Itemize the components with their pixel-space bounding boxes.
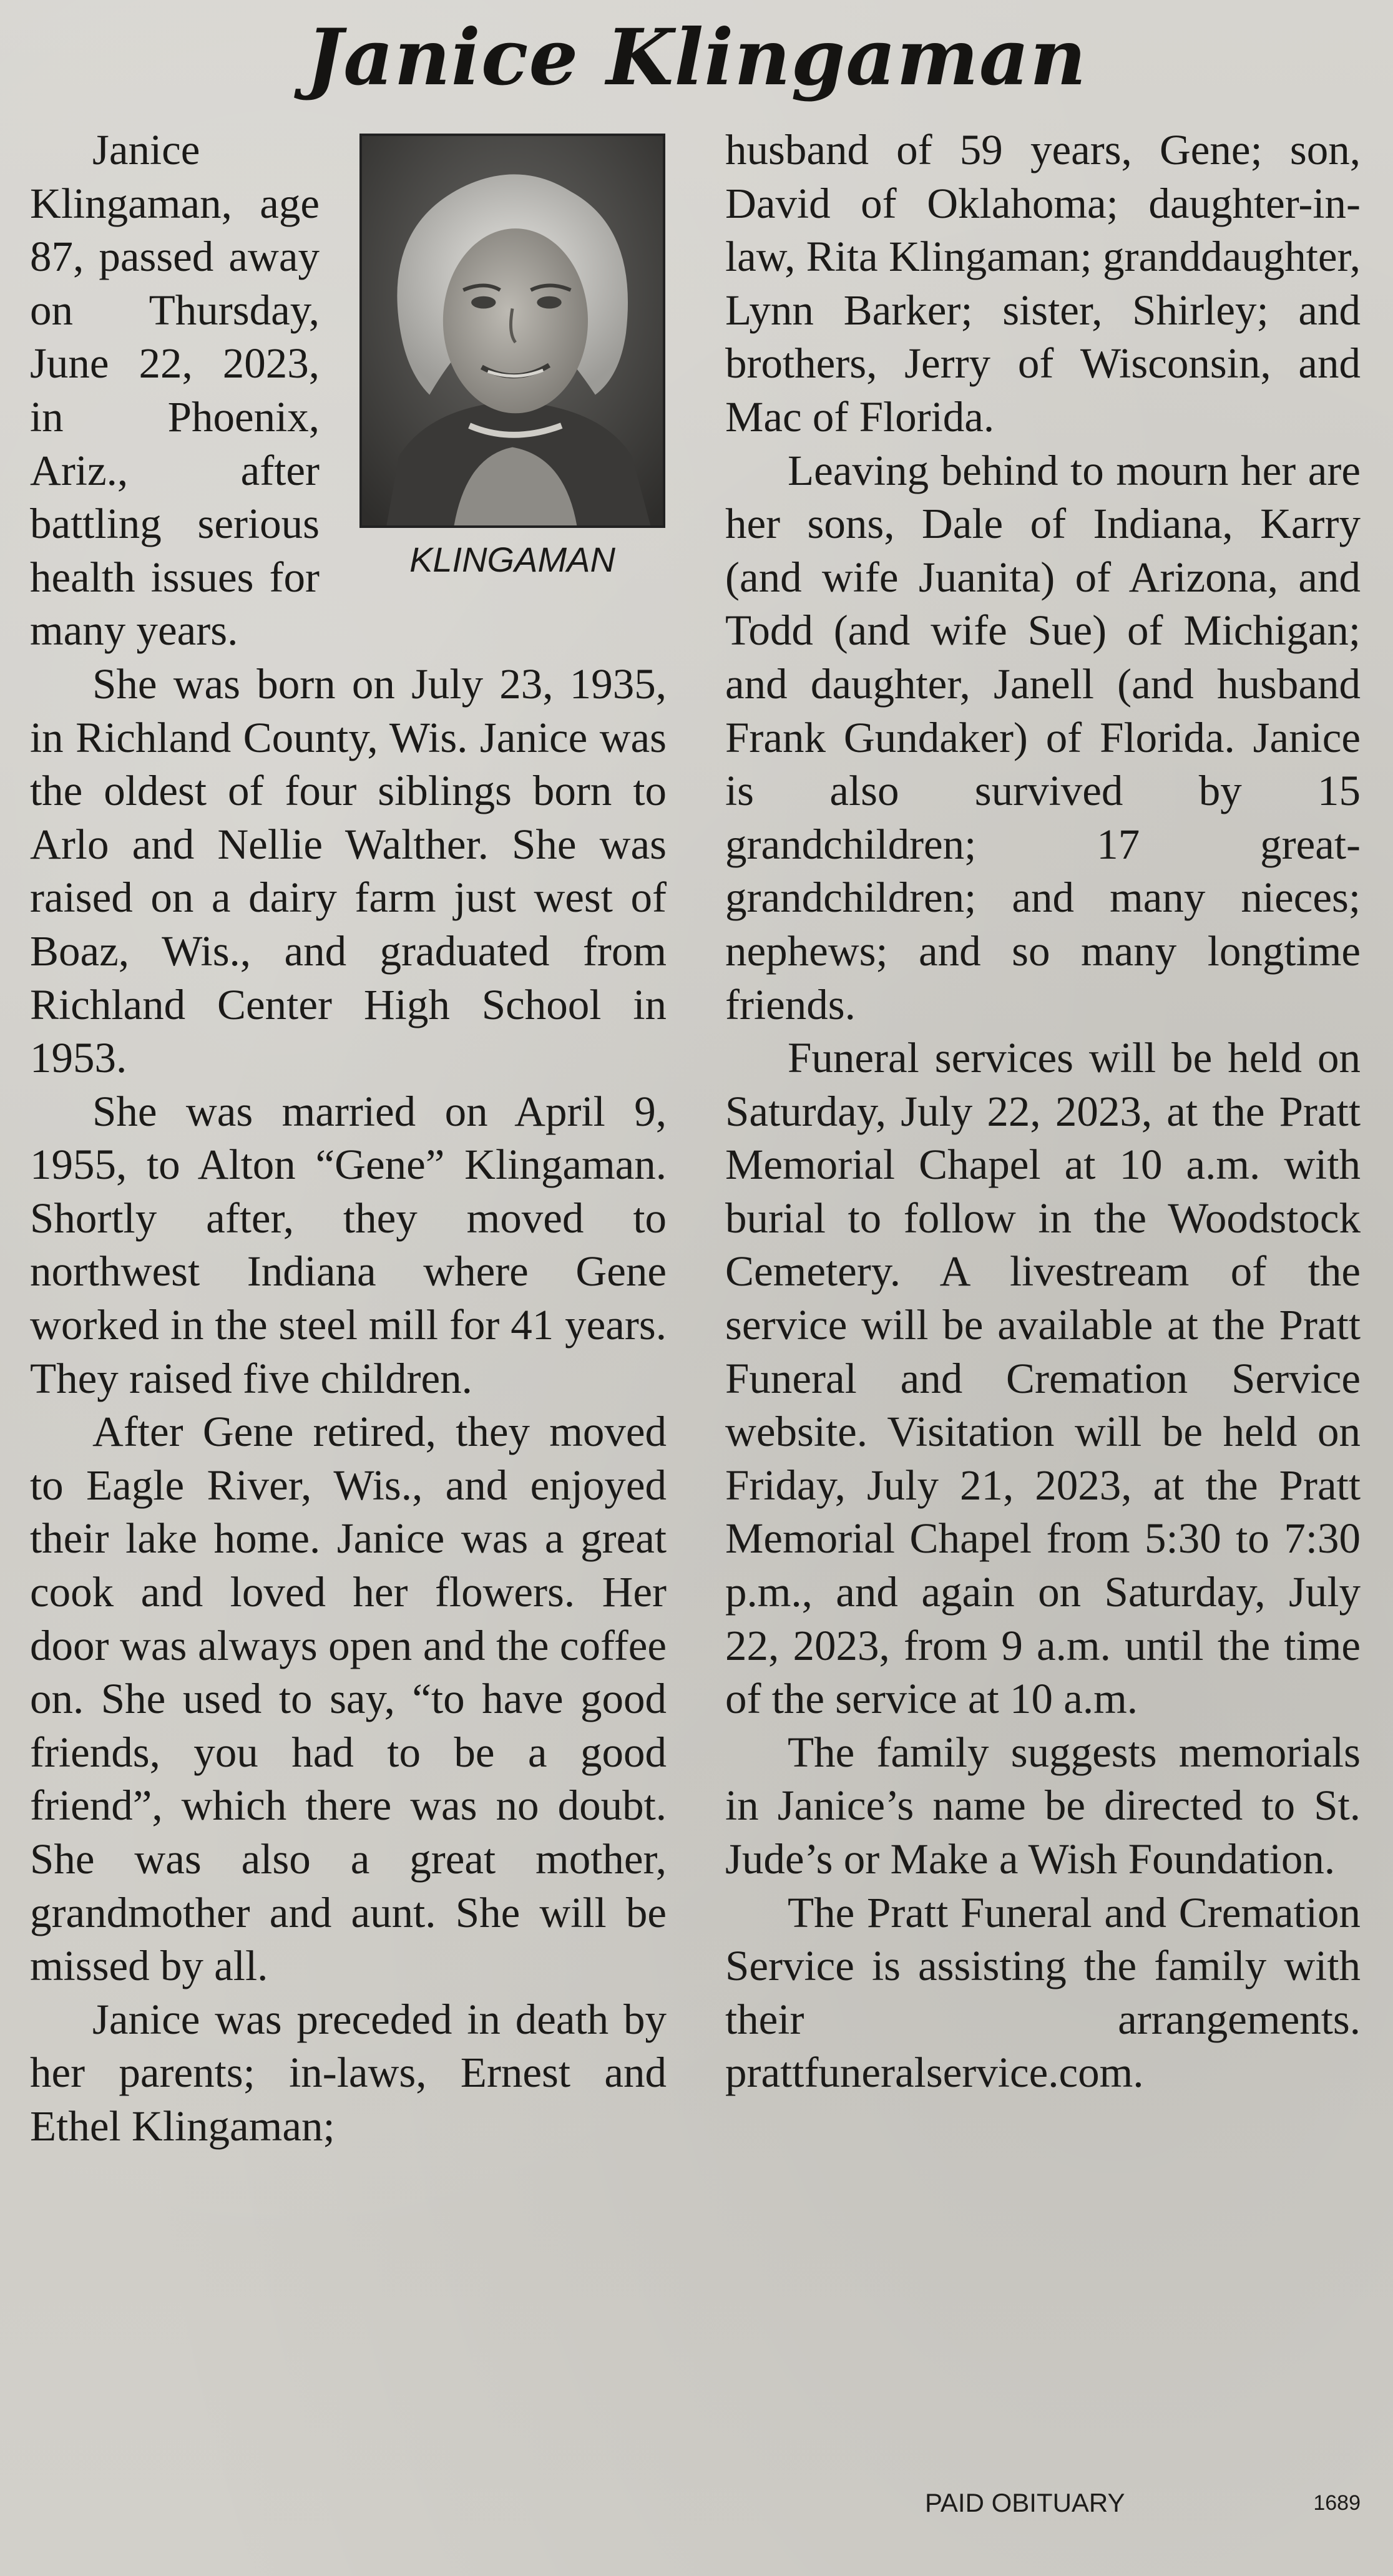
- paid-obituary-label: PAID OBITUARY: [925, 2488, 1125, 2517]
- obituary-title: Janice Klingaman: [306, 12, 1087, 103]
- portrait-block: [342, 134, 667, 620]
- obituary-paragraph: Janice was preceded in death by her parents; in-laws, Ernest and Ethel Klingaman;: [30, 1995, 667, 2150]
- ad-number: 1689: [1313, 2491, 1361, 2515]
- portrait-caption: KLINGAMAN: [409, 540, 615, 579]
- obituary-paragraph: She was born on July 23, 1935, in Richland County, Wis. Janice was the oldest of four siblings born to Arlo and Nellie Walther. She was raised on a dairy farm just west of Boaz, Wis., and graduated from Richland Center High School in 1953.: [30, 660, 667, 1082]
- left-column: [30, 124, 667, 2557]
- obituary-paragraph: The Pratt Funeral and Cremation Service is assisting the family with their arrangements. prattfuneralservice.com.: [725, 1888, 1361, 2097]
- obituary-paragraph: After Gene retired, they moved to Eagle River, Wis., and enjoyed their lake home. Janice was a great cook and loved her flowers. Her door was always open and the coffee on. She used to say, “to have good friends, you had to be a good friend”, which there was no doubt. She was also a great mother, grandmother and aunt. She will be missed by all.: [30, 1408, 667, 1990]
- obituary-paragraph: The family suggests memorials in Janice’s name be directed to St. Jude’s or Make a Wish Foundation.: [725, 1728, 1361, 1883]
- right-column: [725, 124, 1361, 2476]
- portrait-photo-image: [362, 136, 663, 525]
- obituary-paragraph: She was married on April 9, 1955, to Alton “Gene” Klingaman. Shortly after, they moved to northwest Indiana where Gene worked in the steel mill for 41 years. They raised five children.: [30, 1087, 667, 1402]
- obituary-paragraph: Leaving behind to mourn her are her sons, Dale of Indiana, Karry (and wife Juanita) of Arizona, and Todd (and wife Sue) of Michigan; and daughter, Janell (and husband Frank Gundaker) of Florida. Janice is also survived by 15 grandchildren; 17 great-grandchildren; and many nieces; nephews; and so many longtime friends.: [725, 446, 1361, 1028]
- portrait-photo: [359, 134, 665, 528]
- obituary-paragraph: husband of 59 years, Gene; son, David of Oklahoma; daughter-in-law, Rita Klingaman; granddaughter, Lynn Barker; sister, Shirley; and brothers, Jerry of Wisconsin, and Mac of Florida.: [725, 126, 1361, 441]
- obituary-paragraph: Funeral services will be held on Saturday, July 22, 2023, at the Pratt Memorial Chapel at 10 a.m. with burial to follow in the Woodstock Cemetery. A livestream of the service will be available at the Pratt Funeral and Cremation Service website. Visitation will be held on Friday, July 21, 2023, at the Pratt Memorial Chapel from 5:30 to 7:30 p.m., and again on Saturday, July 22, 2023, from 9 a.m. until the time of the service at 10 a.m.: [725, 1034, 1361, 1723]
- obituary-paragraph: Janice Klingaman, age 87, passed away on Thursday, June 22, 2023, in Phoenix, Ariz., after battling serious health issues for many years.: [30, 126, 320, 655]
